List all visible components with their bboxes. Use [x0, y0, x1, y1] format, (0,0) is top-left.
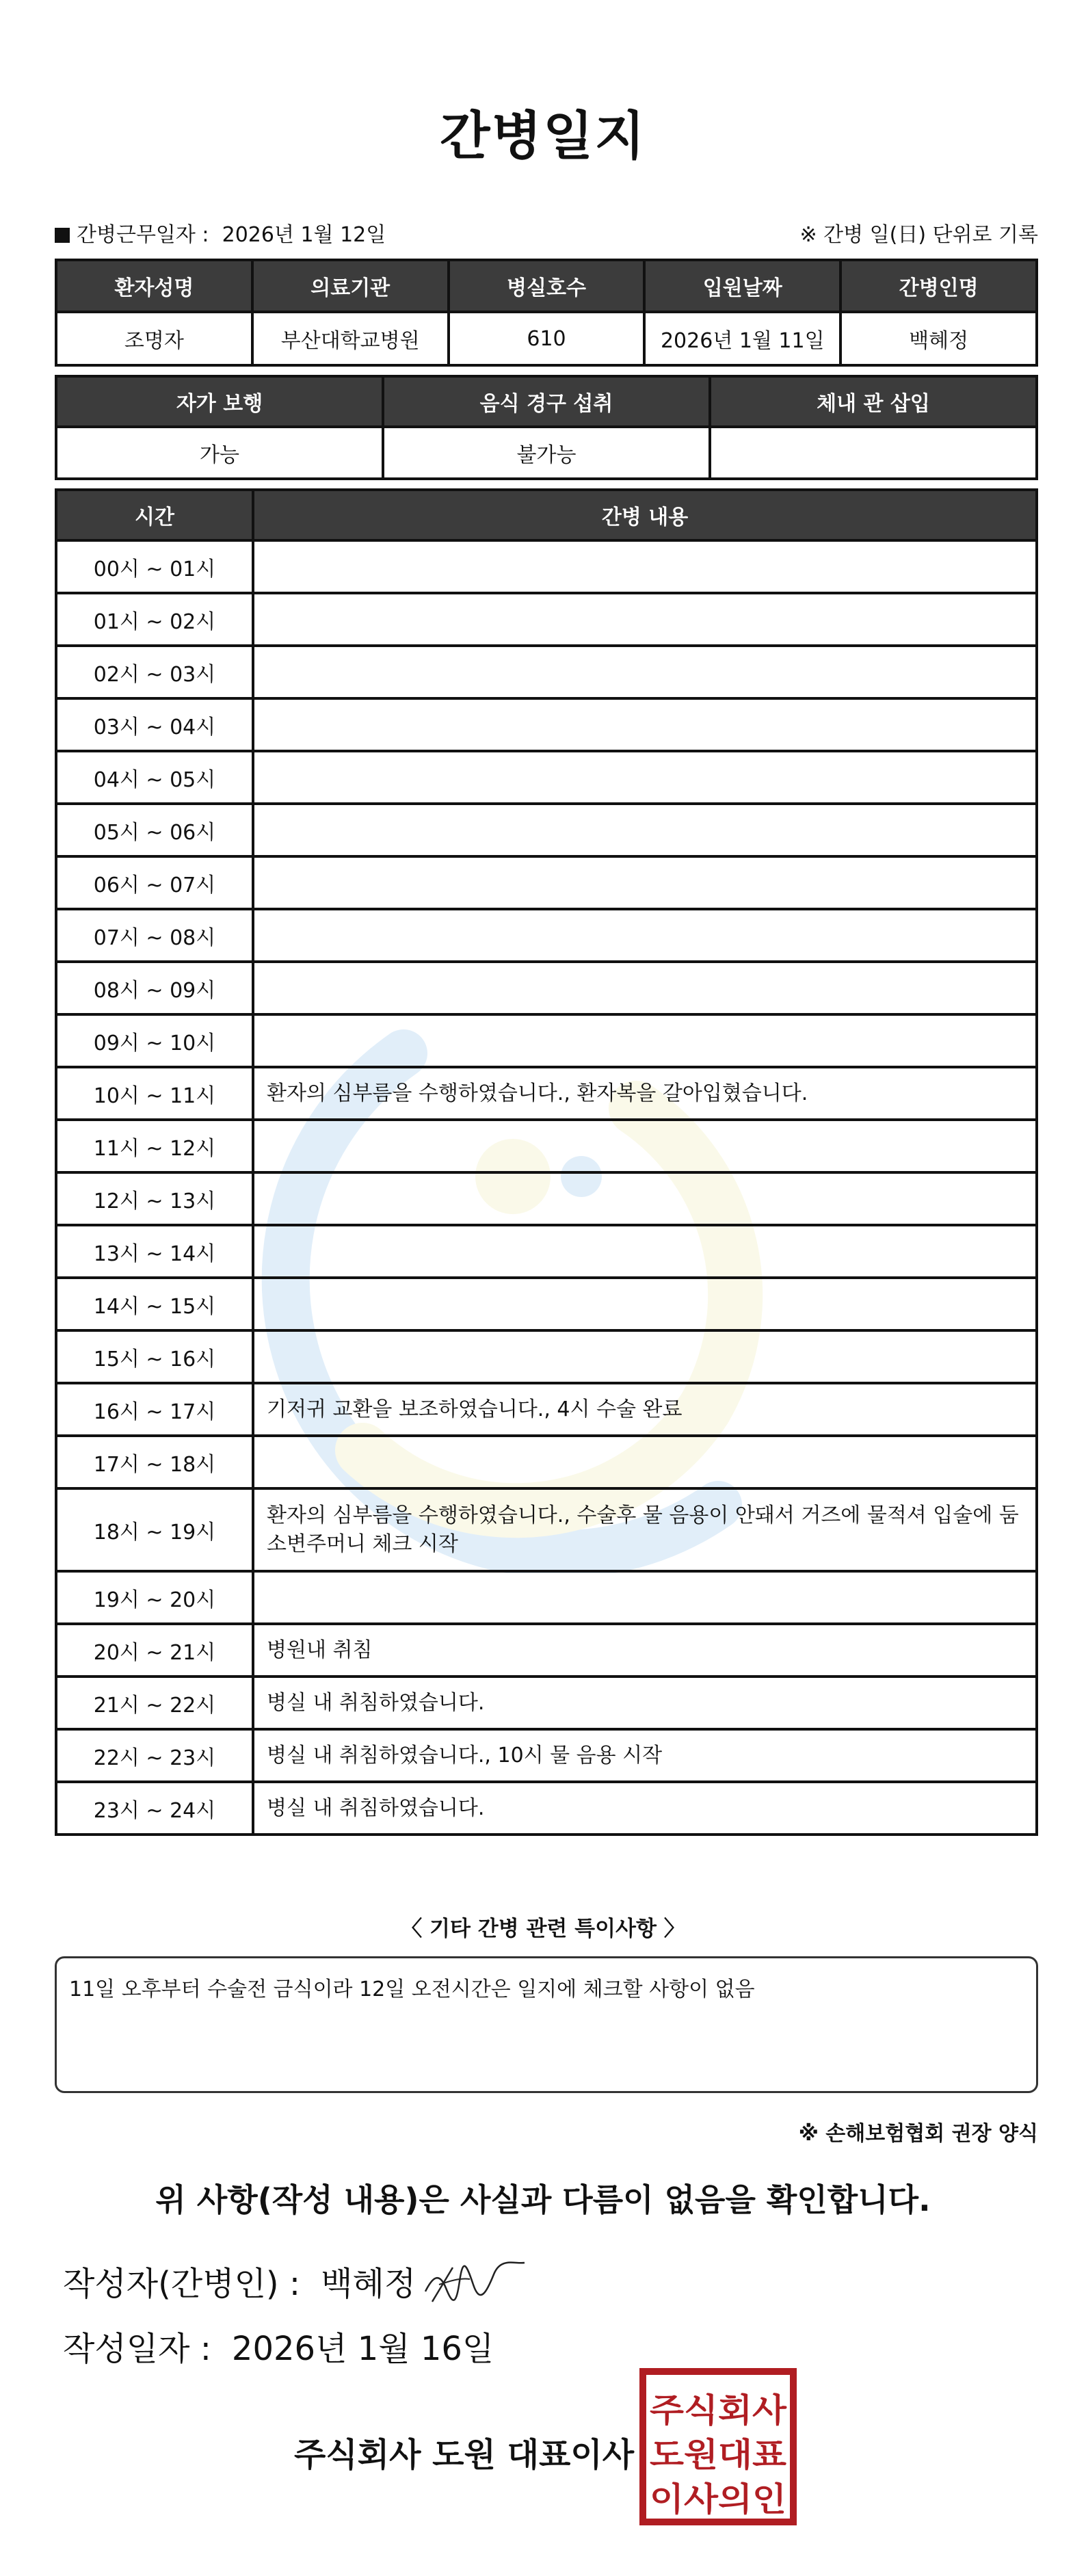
- header-time: 시간: [56, 490, 253, 540]
- content-cell: [253, 540, 1037, 593]
- header-oral-intake: 음식 경구 섭취: [383, 376, 710, 427]
- walking-value: 가능: [56, 427, 383, 479]
- tube-value: [710, 427, 1037, 479]
- content-cell: 병실 내 취침하였습니다.: [253, 1782, 1037, 1835]
- page-title: 간병일지: [440, 105, 646, 166]
- writer-name: 백혜정: [321, 2265, 416, 2303]
- content-cell: [253, 1172, 1037, 1225]
- special-notes-title: 〈 기타 간병 관련 특이사항 〉: [401, 1917, 685, 1941]
- writer-line: [63, 2257, 416, 2304]
- time-cell: 16시 ~ 17시: [56, 1383, 253, 1436]
- time-cell: 14시 ~ 15시: [56, 1278, 253, 1330]
- confirm-statement: 위 사항(작성 내용)은 사실과 다름이 없음을 확인합니다.: [155, 2181, 931, 2218]
- time-cell: 20시 ~ 21시: [56, 1624, 253, 1677]
- content-cell: [253, 962, 1037, 1014]
- header-room: 병실호수: [449, 260, 645, 312]
- care-log-table: [55, 488, 1038, 1836]
- time-cell: 03시 ~ 04시: [56, 698, 253, 751]
- time-cell: 05시 ~ 06시: [56, 804, 253, 856]
- table-row: [56, 1624, 1037, 1677]
- content-cell: [253, 751, 1037, 804]
- table-row: [56, 751, 1037, 804]
- time-cell: 19시 ~ 20시: [56, 1571, 253, 1624]
- content-cell: [253, 1571, 1037, 1624]
- write-date-line: [63, 2322, 494, 2369]
- table-row: [56, 1436, 1037, 1488]
- time-cell: 06시 ~ 07시: [56, 856, 253, 909]
- time-cell: 21시 ~ 22시: [56, 1677, 253, 1729]
- signature: [419, 2250, 528, 2312]
- patient-info-table: [55, 259, 1038, 367]
- table-row: [56, 540, 1037, 593]
- content-cell: [253, 1488, 1037, 1571]
- special-notes-text: 11일 오후부터 수술전 금식이라 12일 오전시간은 일지에 체크할 사항이 없음: [69, 1977, 755, 2001]
- content-cell: [253, 856, 1037, 909]
- seal-line-1: 주식회사: [650, 2391, 787, 2430]
- header-walking: 자가 보행: [56, 376, 383, 427]
- time-cell: 22시 ~ 23시: [56, 1729, 253, 1782]
- table-row: [56, 1571, 1037, 1624]
- table-row: [56, 1172, 1037, 1225]
- company-name: 주식회사 도원 대표이사: [294, 2436, 635, 2474]
- work-date-value: 2026년 1월 12일: [222, 223, 386, 247]
- header-patient-name: 환자성명: [56, 260, 252, 312]
- table-row: [56, 1014, 1037, 1067]
- table-row: [56, 1067, 1037, 1120]
- time-cell: 17시 ~ 18시: [56, 1436, 253, 1488]
- write-date-value: 2026년 1월 16일: [231, 2330, 494, 2368]
- work-date: 간병근무일자 : 2026년 1월 12일: [55, 218, 386, 248]
- content-cell: [253, 646, 1037, 698]
- content-cell: [253, 1436, 1037, 1488]
- header-caregiver: 간병인명: [840, 260, 1037, 312]
- table-row: [56, 1729, 1037, 1782]
- table-row: [56, 1383, 1037, 1436]
- time-cell: 01시 ~ 02시: [56, 593, 253, 646]
- time-cell: 02시 ~ 03시: [56, 646, 253, 698]
- company-seal: [639, 2368, 797, 2525]
- table-row: [56, 856, 1037, 909]
- time-cell: 18시 ~ 19시: [56, 1488, 253, 1571]
- table-row: [56, 1488, 1037, 1571]
- hospital: 부산대학교병원: [252, 312, 449, 365]
- content-cell: [253, 1120, 1037, 1172]
- content-cell: [253, 1225, 1037, 1278]
- header-tube: 체내 관 삽입: [710, 376, 1037, 427]
- patient-status-table: [55, 375, 1038, 480]
- content-cell: [253, 1014, 1037, 1067]
- square-bullet-icon: [55, 228, 70, 243]
- header-hospital: 의료기관: [252, 260, 449, 312]
- content-cell: [253, 1330, 1037, 1383]
- content-cell: 환자의 심부름을 수행하였습니다., 환자복을 갈아입혔습니다.: [253, 1067, 1037, 1120]
- table-row: [56, 909, 1037, 962]
- table-row: [56, 1782, 1037, 1835]
- work-date-label: 간병근무일자: [77, 223, 196, 247]
- room-number: 610: [449, 312, 645, 365]
- header-care-content: 간병 내용: [253, 490, 1037, 540]
- table-row: [56, 804, 1037, 856]
- write-date-label: 작성일자 :: [63, 2330, 211, 2368]
- info-line: [55, 218, 1038, 248]
- header-admission-date: 입원날짜: [644, 260, 840, 312]
- table-row: [56, 593, 1037, 646]
- caregiver-name: 백혜정: [840, 312, 1037, 365]
- time-cell: 15시 ~ 16시: [56, 1330, 253, 1383]
- time-cell: 04시 ~ 05시: [56, 751, 253, 804]
- content-line-2: 소변주머니 체크 시작: [267, 1532, 458, 1556]
- seal-line-3: 이사의인: [650, 2480, 786, 2519]
- table-row: [56, 1120, 1037, 1172]
- time-cell: 08시 ~ 09시: [56, 962, 253, 1014]
- table-row: [56, 1677, 1037, 1729]
- content-cell: [253, 593, 1037, 646]
- content-cell: [253, 698, 1037, 751]
- content-cell: 기저귀 교환을 보조하였습니다., 4시 수술 완료: [253, 1383, 1037, 1436]
- time-cell: 09시 ~ 10시: [56, 1014, 253, 1067]
- table-row: [56, 1225, 1037, 1278]
- seal-line-2: 도원대표: [650, 2436, 787, 2474]
- content-cell: 병실 내 취침하였습니다.: [253, 1677, 1037, 1729]
- table-row: [56, 646, 1037, 698]
- recommend-note: ※ 손해보험협회 권장 양식: [798, 2122, 1038, 2146]
- time-cell: 10시 ~ 11시: [56, 1067, 253, 1120]
- time-cell: 11시 ~ 12시: [56, 1120, 253, 1172]
- time-cell: 13시 ~ 14시: [56, 1225, 253, 1278]
- time-cell: 07시 ~ 08시: [56, 909, 253, 962]
- content-cell: 병실 내 취침하였습니다., 10시 물 음용 시작: [253, 1729, 1037, 1782]
- content-line-1: 환자의 심부름을 수행하였습니다., 수술후 물 음용이 안돼서 거즈에 물적셔 입술에 둠: [267, 1503, 1019, 1527]
- content-cell: [253, 1278, 1037, 1330]
- oral-intake-value: 불가능: [383, 427, 710, 479]
- time-cell: 12시 ~ 13시: [56, 1172, 253, 1225]
- table-row: [56, 962, 1037, 1014]
- content-cell: [253, 804, 1037, 856]
- table-row: [56, 698, 1037, 751]
- special-notes-box: [55, 1956, 1038, 2093]
- content-cell: 병원내 취침: [253, 1624, 1037, 1677]
- writer-label: 작성자(간병인) :: [63, 2265, 301, 2303]
- table-row: [56, 1278, 1037, 1330]
- unit-note: ※ 간병 일(日) 단위로 기록: [799, 223, 1038, 247]
- patient-name: 조명자: [56, 312, 252, 365]
- content-cell: [253, 909, 1037, 962]
- table-row: [56, 1330, 1037, 1383]
- time-cell: 00시 ~ 01시: [56, 540, 253, 593]
- admission-date: 2026년 1월 11일: [644, 312, 840, 365]
- time-cell: 23시 ~ 24시: [56, 1782, 253, 1835]
